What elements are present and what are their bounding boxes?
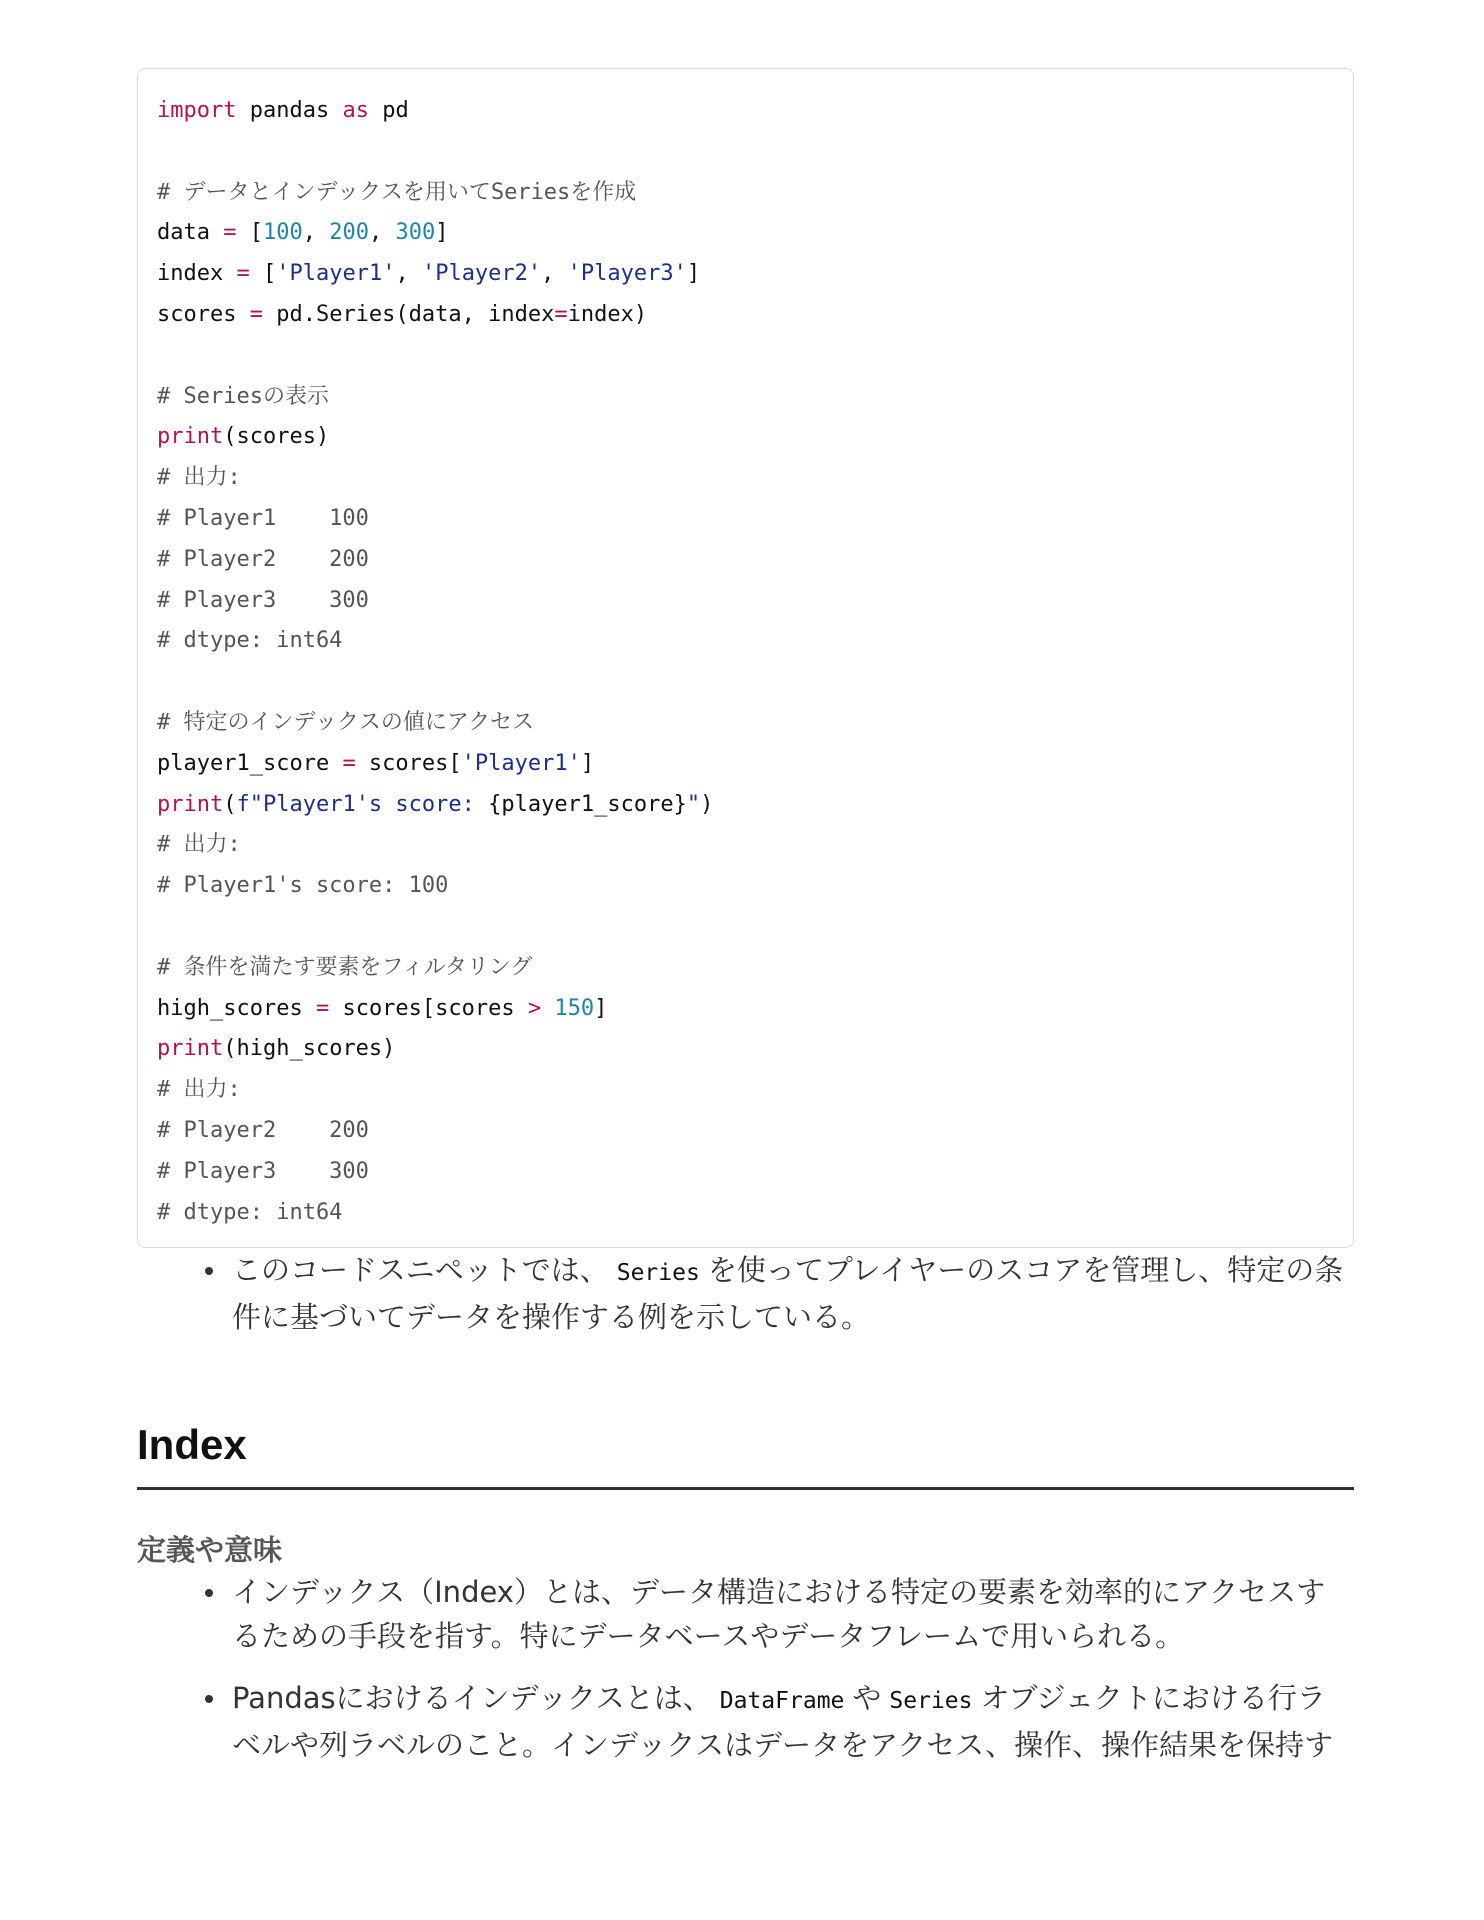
code-token: # dtype: int64 [157,1199,343,1225]
bullet-text: インデックス（Index）とは、データ構造における特定の要素を効率的にアクセスするための手段を指す。特にデータベースやデータフレームで用いられる。 [232,1575,1326,1654]
list-item [137,1676,1354,1767]
code-token: = [223,220,237,246]
code-token: print [157,791,224,817]
code-token: import [157,98,237,123]
code-token: print [157,424,224,450]
bullet-dot [205,1589,213,1597]
code-token: scores [157,301,250,327]
code-line [157,744,1334,785]
code-line [157,621,1334,662]
code-token: 'Player1' [276,261,396,287]
list-item [137,1248,1354,1339]
code-token: scores[ [355,750,462,776]
code-token: f"Player1's score: [236,791,489,817]
code-line [157,989,1334,1030]
code-token: high_scores [157,995,316,1021]
code-token: , [541,261,568,287]
code-line [157,866,1334,907]
code-token: # Player2 200 [157,546,369,572]
code-token: 'Player3' [567,261,687,287]
code-token: = [236,261,250,287]
list-item [137,1570,1354,1658]
code-line [157,295,1334,336]
code-line [157,213,1334,254]
code-token: # Player1's score: 100 [157,873,449,899]
code-token: index) [567,301,648,327]
code-token: ) [700,791,714,817]
inline-code-series: Series [889,1688,973,1715]
code-token: # Player2 200 [157,1117,369,1143]
code-line [157,907,1334,948]
bullet-text-middle: や [852,1681,882,1716]
code-line [157,540,1334,581]
code-token: ] [686,261,701,287]
code-token: , [302,220,330,246]
code-token: 300 [395,220,436,246]
code-line [157,581,1334,622]
code-token: > [527,995,542,1021]
code-line [157,1152,1334,1193]
code-line [157,703,1334,744]
code-token: ] [435,220,449,246]
code-line [157,173,1334,214]
code-line [157,417,1334,458]
code-token: player1_score [157,750,343,776]
bullet-dot [205,1267,213,1275]
code-token: data [157,220,224,246]
code-token: , [395,261,422,287]
code-line [157,336,1334,377]
code-token: 'Player1' [461,750,581,776]
code-line [157,1111,1334,1152]
code-token: = [342,750,356,776]
bullet-dot [205,1695,213,1703]
code-line [157,377,1334,418]
code-token: = [554,301,568,327]
code-token: # 出力: [157,832,241,858]
inline-code-dataframe: DataFrame [719,1688,845,1715]
code-token: # Seriesの表示 [157,383,329,409]
code-token: ] [594,995,608,1021]
code-token: , [368,220,396,246]
inline-code-series: Series [616,1260,700,1287]
code-token: {player1_score} [488,791,687,817]
bullet-text-after: を使ってプレイヤーのスコアを管理し、特定の条件に基づいてデータを操作する例を示している。 [232,1253,1344,1335]
code-token: " [686,791,701,817]
code-token: # 条件を満たす要素をフィルタリング [157,954,533,980]
code-token: print [157,1036,224,1062]
code-line [157,825,1334,866]
bullet-text-after: オブジェクトにおける行ラベルや列ラベルのこと。インデックスはデータをアクセス、操作、操作結果を保持す [232,1681,1334,1763]
code-token: # Player1 100 [157,505,369,531]
bullet-list [137,1248,1354,1339]
code-token: # 出力: [157,1077,241,1103]
code-line [157,91,1334,132]
code-token: (high_scores) [223,1036,396,1062]
bullet-text-before: Pandasにおけるインデックスとは、 [232,1681,712,1716]
code-token: pd [368,98,409,123]
code-line [157,1070,1334,1111]
code-line [157,785,1334,826]
code-token: [ [249,261,277,287]
code-line [157,1029,1334,1070]
section-heading: Index [137,1417,1354,1490]
code-token [541,996,554,1021]
definition-list [137,1570,1354,1767]
code-token: 150 [554,995,595,1021]
code-token: index [157,261,237,287]
bullet-text-before: このコードスニペットでは、 [232,1253,609,1288]
code-line [157,662,1334,703]
code-token: scores[scores [329,995,528,1021]
code-token: # Player3 300 [157,1158,369,1184]
code-token: ( [223,791,237,817]
code-token: pd.Series(data, index [262,301,555,327]
code-token: # データとインデックスを用いてSeriesを作成 [157,179,637,205]
code-line [157,254,1334,295]
code-token: (scores) [223,424,330,450]
code-token: [ [236,220,263,246]
code-line [157,458,1334,499]
code-token: # Player3 300 [157,587,369,613]
code-token: ] [580,750,595,776]
code-token: as [342,98,369,123]
code-token: 100 [262,220,303,246]
code-token: 200 [329,220,369,246]
code-token: 'Player2' [421,261,542,287]
code-line [157,132,1334,173]
code-line [157,1193,1334,1234]
subsection-heading: 定義や意味 [137,1533,283,1568]
document-page [137,68,1354,1767]
code-token: = [315,995,330,1021]
code-token: # 特定のインデックスの値にアクセス [157,709,535,735]
code-token: # dtype: int64 [157,628,343,654]
code-token: pandas [236,98,343,123]
code-line [157,499,1334,540]
code-line [157,948,1334,989]
code-token: # 出力: [157,465,241,491]
code-block [137,68,1354,1248]
code-token: = [249,301,263,327]
